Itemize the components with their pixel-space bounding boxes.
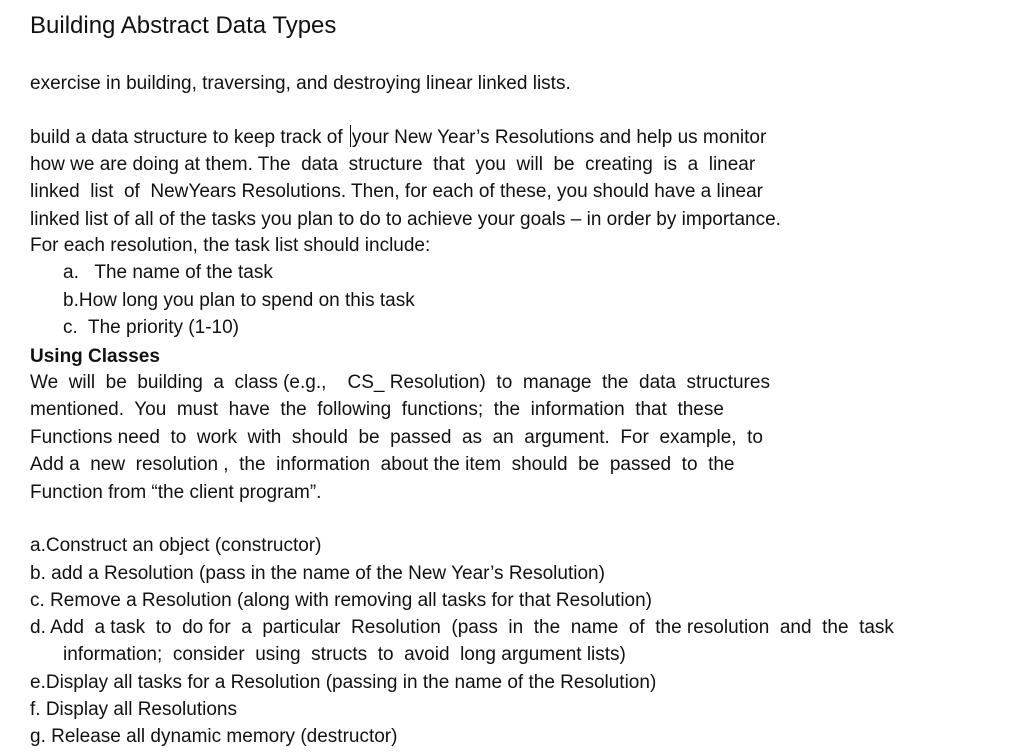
paragraph1-line-4: linked list of all of the tasks you plan to do to achieve your goals – in order by importance. [30, 209, 781, 230]
paragraph1-line-2: how we are doing at them. The data structure that you will be creating is a linear [30, 154, 756, 175]
paragraph1-line-3: linked list of NewYears Resolutions. Then, for each of these, you should have a linear [30, 181, 763, 202]
task-field-item: a. The name of the task [63, 262, 273, 283]
text-cursor [350, 125, 351, 147]
paragraph2-line: Add a new resolution , the information about the item should be passed to the [30, 454, 735, 475]
function-item: c. Remove a Resolution (along with removing all tasks for that Resolution) [30, 590, 653, 611]
section-heading: Using Classes [30, 346, 160, 367]
function-item: d. Add a task to do for a particular Resolution (pass in the name of the resolution and the task [30, 617, 894, 638]
function-item: f. Display all Resolutions [30, 699, 237, 720]
task-field-item: b.How long you plan to spend on this task [63, 290, 415, 311]
paragraph1-line-1-after-caret: your New Year’s Resolutions and help us monitor [351, 127, 767, 148]
paragraph2-line: Function from “the client program”. [30, 482, 322, 503]
paragraph1-line-1-before-caret: build a data structure to keep track of [30, 127, 348, 148]
paragraph1-line-1[interactable] [30, 125, 766, 150]
paragraph2-line: Functions need to work with should be passed as an argument. For example, to [30, 427, 763, 448]
function-item-continuation: information; consider using structs to avoid long argument lists) [63, 644, 626, 665]
function-item: g. Release all dynamic memory (destructor) [30, 726, 398, 747]
task-field-item: c. The priority (1-10) [63, 317, 239, 338]
function-item: a.Construct an object (constructor) [30, 535, 322, 556]
function-item: e.Display all tasks for a Resolution (passing in the name of the Resolution) [30, 672, 657, 693]
document-title: Building Abstract Data Types [30, 12, 337, 39]
paragraph2-line: mentioned. You must have the following functions; the information that these [30, 399, 724, 420]
paragraph2-line: We will be building a class (e.g., CS_ Resolution) to manage the data structures [30, 372, 770, 393]
paragraph1-line-5: For each resolution, the task list should include: [30, 235, 431, 256]
document-page [30, 0, 1010, 753]
function-item: b. add a Resolution (pass in the name of the New Year’s Resolution) [30, 563, 605, 584]
intro-line: exercise in building, traversing, and destroying linear linked lists. [30, 73, 571, 94]
